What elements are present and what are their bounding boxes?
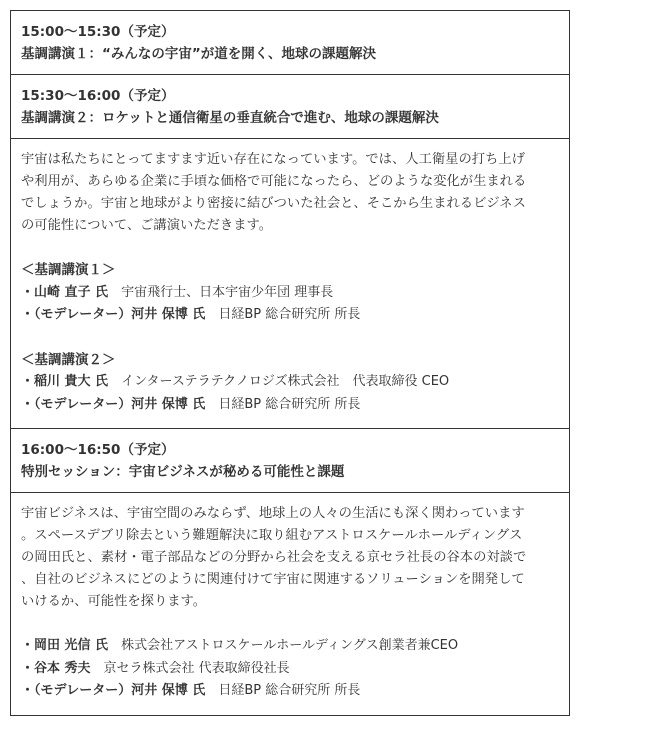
- speaker-affiliation: 日経BP 総合研究所 所長: [218, 307, 361, 322]
- session-3-header: [11, 428, 569, 492]
- speaker-group-title: ＜基調講演２＞: [21, 351, 116, 368]
- session-1-header: [11, 11, 569, 74]
- schedule-table: [10, 10, 570, 716]
- description-line: いけるか、可能性を探ります。: [21, 594, 207, 609]
- speaker-entry: [21, 371, 559, 394]
- speaker-entry: [21, 394, 559, 417]
- speaker-entry: [21, 282, 559, 305]
- session-description: [21, 503, 559, 613]
- speaker-name: ・山崎 直子 氏: [21, 284, 109, 300]
- description-line: 。スペースデブリ除去という難題解決に取り組むアストロスケールホールディングス: [21, 528, 523, 543]
- speaker-affiliation: インターステラテクノロジズ株式会社 代表取締役 CEO: [121, 374, 450, 389]
- speaker-entry: [21, 635, 559, 658]
- speaker-name: ・岡田 光信 氏: [21, 638, 109, 653]
- speaker-name: ・（モデレーター）河井 保博 氏: [21, 307, 206, 322]
- session-2-header: [11, 74, 569, 138]
- speaker-name: ・（モデレーター）河井 保博 氏: [21, 396, 206, 412]
- session-title: 特別セッション：宇宙ビジネスが秘める可能性と課題: [21, 464, 345, 480]
- session-2-details: [11, 138, 569, 428]
- speaker-affiliation: 株式会社アストロスケールホールディングス創業者兼CEO: [121, 638, 459, 653]
- description-line: 宇宙ビジネスは、宇宙空間のみならず、地球上の人々の生活にも深く関わっています: [21, 506, 525, 521]
- speaker-group-title: ＜基調講演１＞: [21, 262, 116, 278]
- speaker-entry: [21, 658, 559, 681]
- speaker-affiliation: 京セラ株式会社 代表取締役社長: [103, 660, 290, 676]
- speaker-entry: [21, 304, 559, 327]
- description-line: でしょうか。宇宙と地球がより密接に結びついた社会と、そこから生まれるビジネス: [21, 196, 526, 211]
- description-line: や利用が、あらゆる企業に手頃な価格で可能になったら、どのような変化が生まれる: [21, 174, 527, 189]
- speaker-name: ・（モデレーター）河井 保博 氏: [21, 683, 206, 698]
- description-line: 、自社のビジネスにどのように関連付けて宇宙に関連するソリューションを開発して: [21, 572, 525, 587]
- session-3-details: [11, 492, 569, 715]
- description-line: 宇宙は私たちにとってますます近い存在になっています。では、人工衛星の打ち上げ: [21, 152, 525, 167]
- session-title: 基調講演２：ロケットと通信衛星の垂直統合で進む、地球の課題解決: [21, 110, 439, 126]
- session-time: 16:00〜16:50（予定）: [21, 442, 175, 458]
- speaker-affiliation: 宇宙飛行士、日本宇宙少年団 理事長: [121, 284, 334, 300]
- description-line: の岡田氏と、素材・電子部品などの分野から社会を支える京セラ社長の谷本の対談で: [21, 550, 527, 565]
- speaker-entry: [21, 680, 559, 703]
- session-time: 15:00〜15:30（予定）: [21, 24, 175, 40]
- session-description: [21, 149, 559, 237]
- speaker-affiliation: 日経BP 総合研究所 所長: [218, 396, 361, 412]
- description-line: の可能性について、ご講演いただきます。: [21, 218, 273, 233]
- speaker-affiliation: 日経BP 総合研究所 所長: [218, 683, 361, 698]
- session-time: 15:30〜16:00（予定）: [21, 88, 175, 104]
- session-title: 基調講演１：“みんなの宇宙”が道を開く、地球の課題解決: [21, 46, 376, 62]
- speaker-name: ・谷本 秀夫: [21, 660, 91, 676]
- speaker-name: ・稲川 貴大 氏: [21, 374, 109, 389]
